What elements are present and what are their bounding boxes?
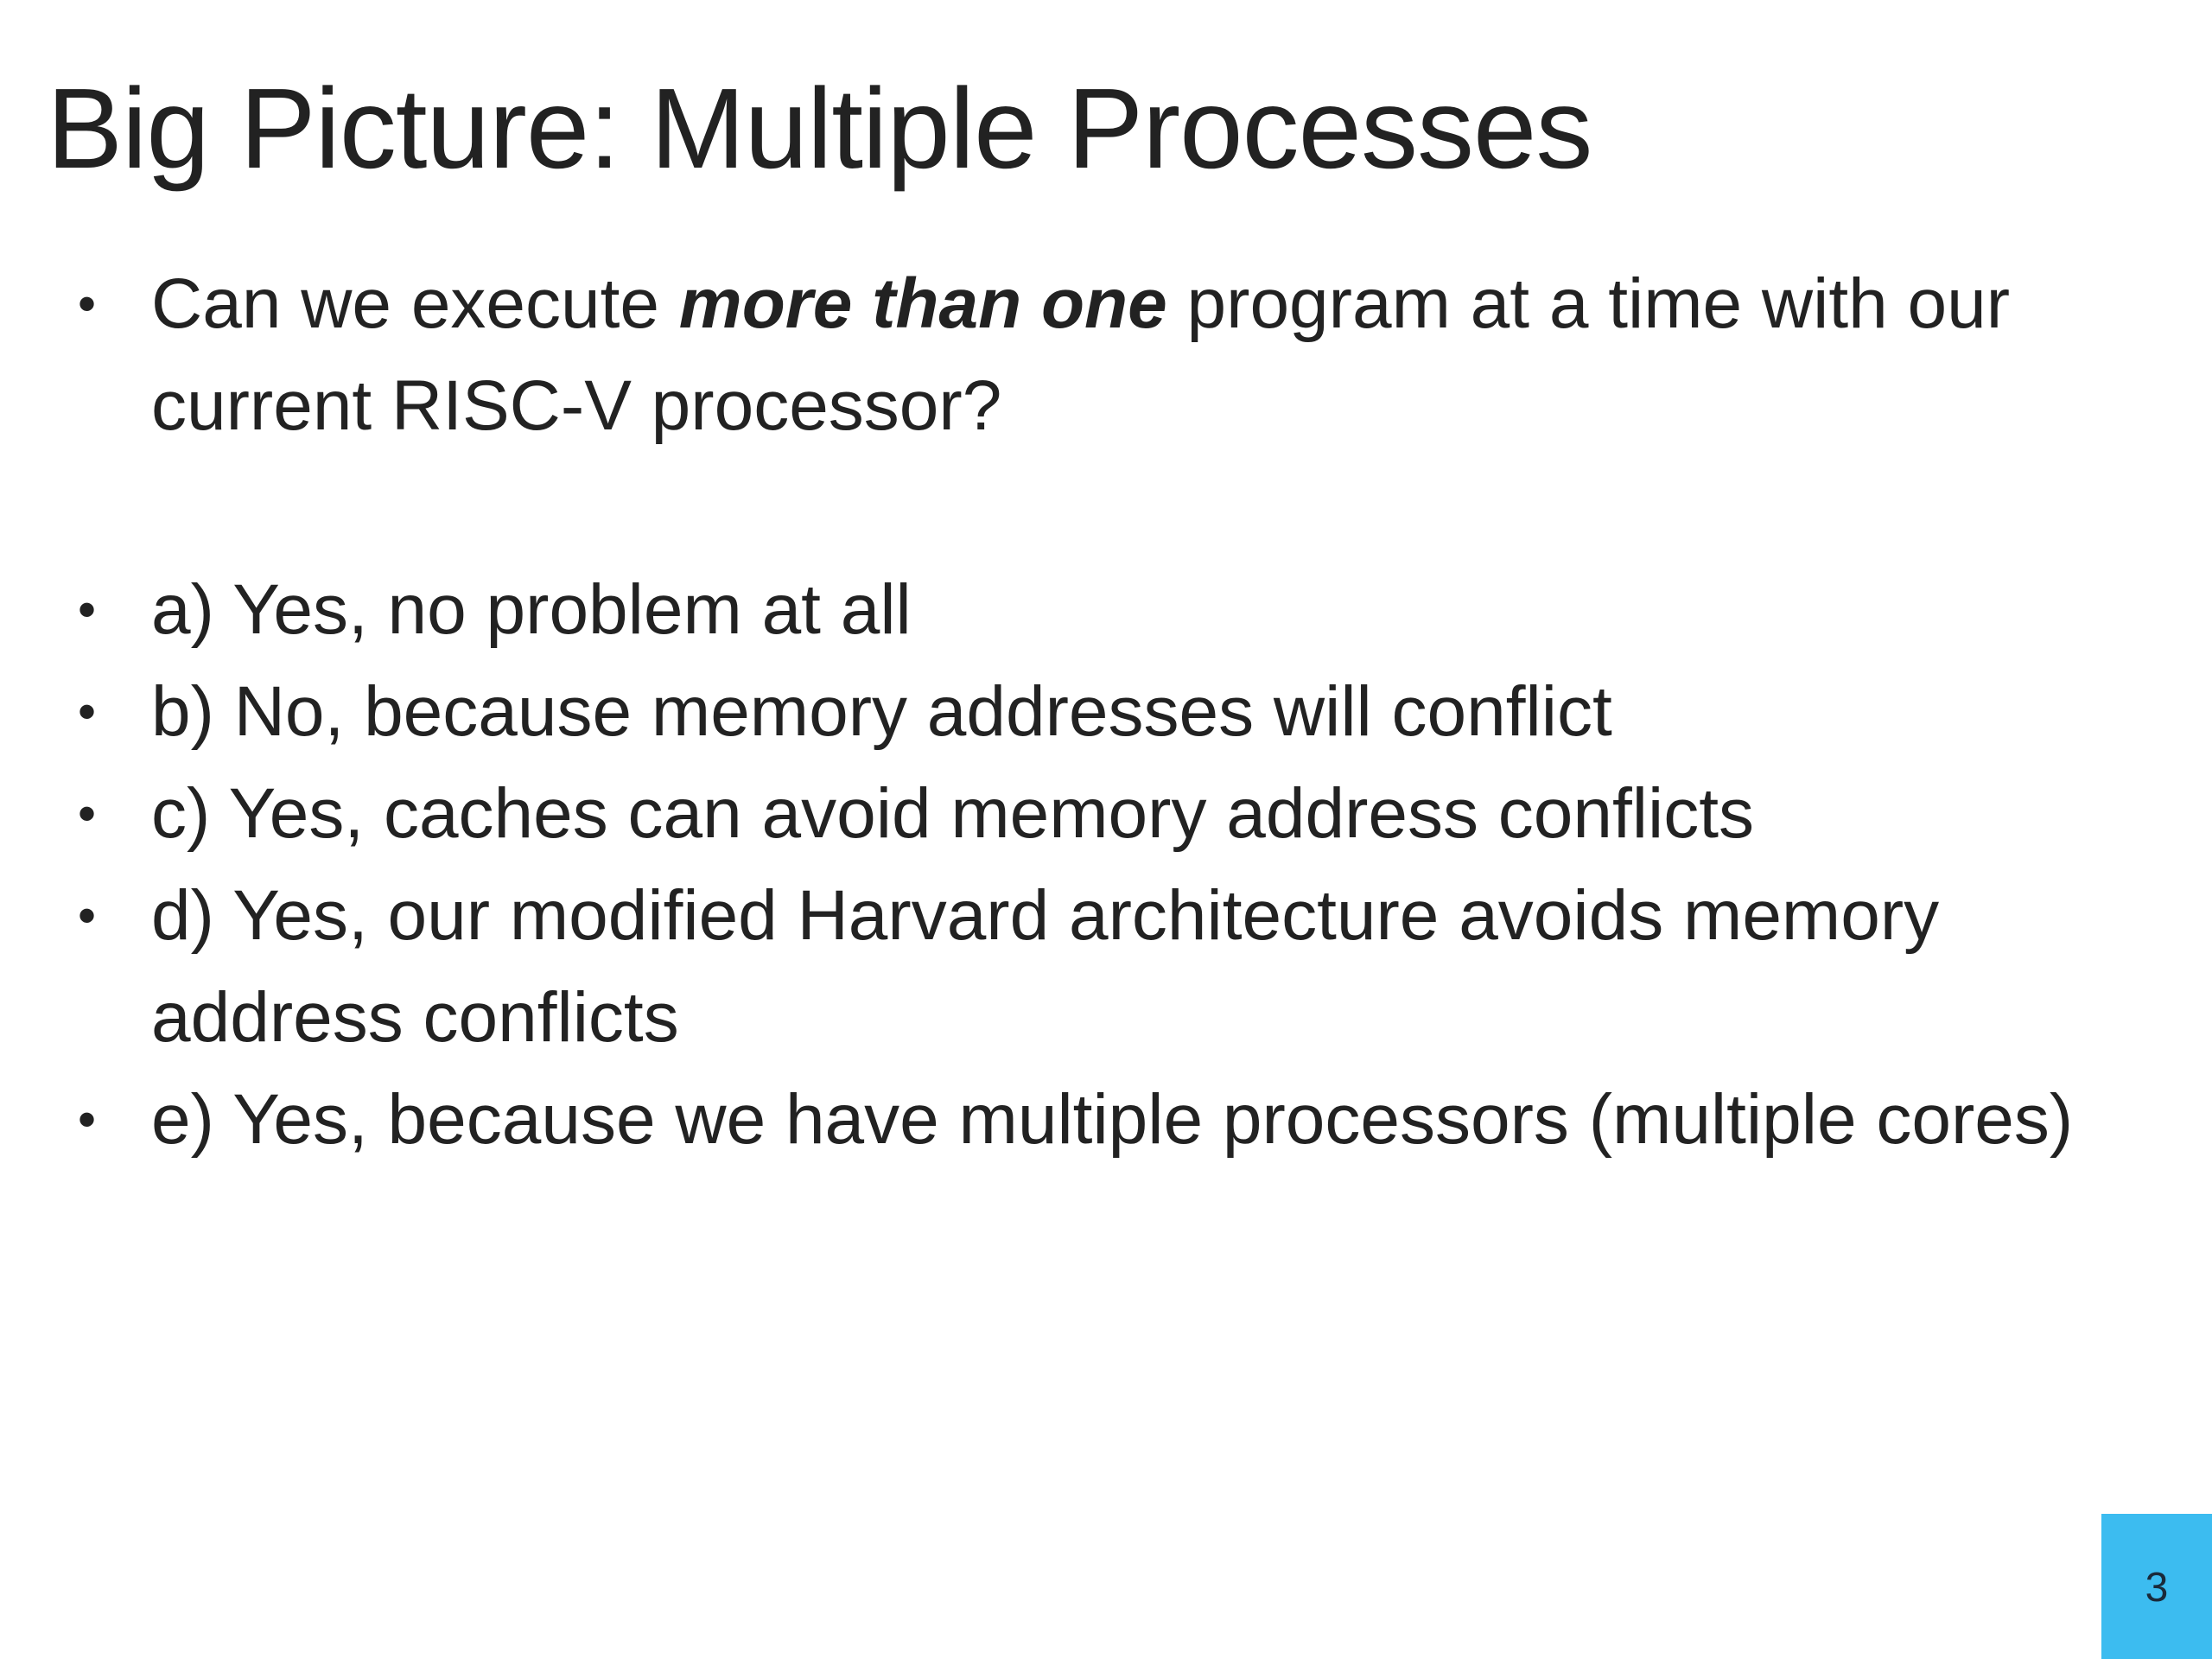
option-a (78, 559, 2152, 661)
option-text: d) Yes, our modified Harvard architecture avoids memory address conflicts (151, 876, 1940, 1057)
bullet-dot-icon: • (78, 275, 97, 333)
question-bullet (78, 253, 2152, 457)
option-d (78, 865, 2152, 1069)
bullet-dot-icon: • (78, 683, 97, 741)
bullet-dot-icon: • (78, 887, 97, 944)
question-text-before: Can we execute (151, 264, 679, 343)
option-b (78, 661, 2152, 763)
option-text: e) Yes, because we have multiple processors (multiple cores) (151, 1080, 2074, 1159)
option-text: c) Yes, caches can avoid memory address conflicts (151, 774, 1754, 853)
question-text-after: program at a time with our current RISC-V processor? (151, 264, 2011, 445)
page-number-box (2101, 1514, 2212, 1659)
option-text: a) Yes, no problem at all (151, 570, 912, 649)
bullet-dot-icon: • (78, 1090, 97, 1148)
option-text: b) No, because memory addresses will conflict (151, 672, 1612, 751)
bullet-spacer (78, 457, 2152, 559)
bullet-list (78, 253, 2152, 1171)
question-emphasis: more than one (678, 264, 1167, 343)
option-c (78, 763, 2152, 865)
page-number: 3 (2145, 1565, 2169, 1611)
bullet-dot-icon: • (78, 785, 97, 842)
option-e (78, 1069, 2152, 1171)
bullet-dot-icon: • (78, 581, 97, 639)
slide-title: Big Picture: Multiple Processes (47, 65, 1592, 192)
